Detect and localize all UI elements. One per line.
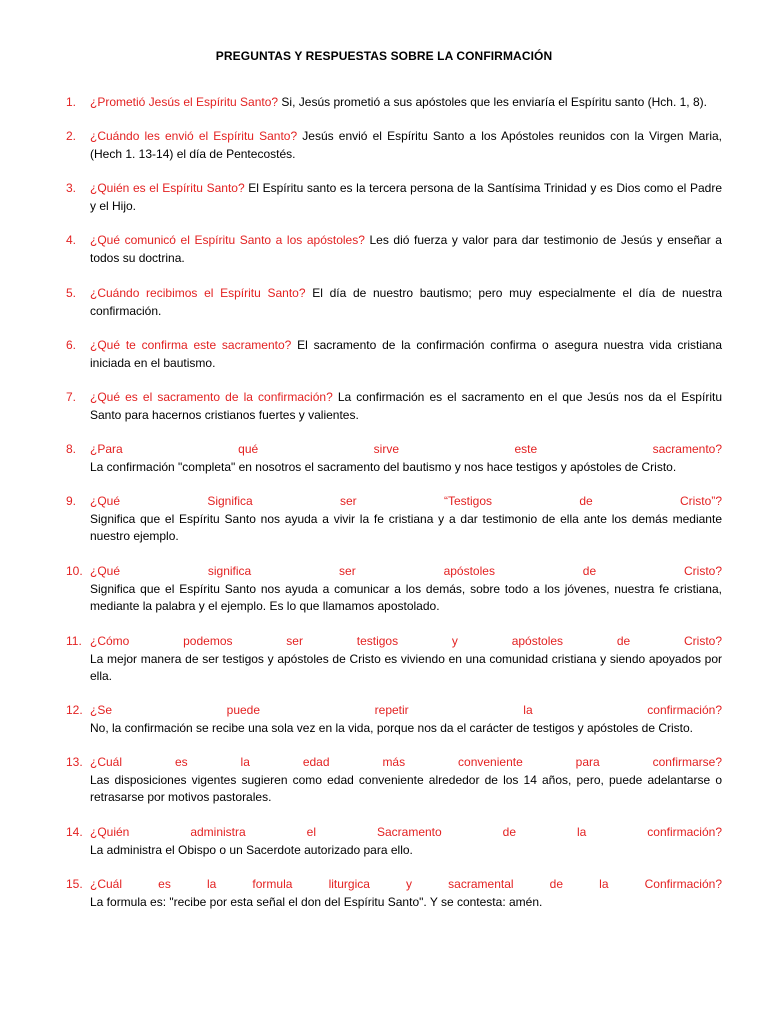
qa-question: ¿Para qué sirve este sacramento? (90, 442, 722, 456)
qa-number: 14. (66, 825, 83, 839)
qa-body (90, 702, 722, 737)
qa-item-6 (66, 337, 722, 372)
qa-answer: Si, Jesús prometió a sus apóstoles que les enviaría el Espíritu santo (Hch. 1, 8). (278, 95, 707, 109)
qa-answer: La mejor manera de ser testigos y apóstoles de Cristo es viviendo en una comunidad cristiana y siendo apoyados por ella. (90, 651, 722, 683)
qa-body (90, 232, 722, 267)
qa-item-13 (66, 754, 722, 807)
qa-body (90, 876, 722, 911)
qa-answer: Les dió fuerza y valor para dar testimonio de Jesús y enseñar a todos su doctrina. (90, 233, 722, 265)
qa-number: 13. (66, 755, 83, 769)
qa-answer: Jesús envió el Espíritu Santo a los Apóstoles reunidos con la Virgen Maria, (Hech 1. 13-14) el día de Pentecostés. (90, 129, 722, 161)
qa-question: ¿Cuándo recibimos el Espíritu Santo? (90, 286, 306, 300)
qa-answer: La administra el Obispo o un Sacerdote autorizado para ello. (90, 842, 413, 857)
qa-number: 15. (66, 877, 83, 891)
qa-item-15 (66, 876, 722, 911)
qa-body (90, 128, 722, 163)
qa-question: ¿Qué significa ser apóstoles de Cristo? (90, 564, 722, 578)
qa-number: 11. (66, 634, 82, 648)
qa-body (90, 94, 722, 112)
qa-body (90, 754, 722, 807)
qa-body (90, 180, 722, 215)
qa-body (90, 633, 722, 686)
qa-item-3 (66, 180, 722, 215)
qa-answer: Las disposiciones vigentes sugieren como edad conveniente alrededor de los 14 años, pero, puede adelantarse o retrasarse por motivos pastorales. (90, 772, 722, 804)
qa-item-8 (66, 441, 722, 476)
qa-answer: El día de nuestro bautismo; pero muy especialmente el día de nuestra confirmación. (90, 286, 723, 318)
qa-question: ¿Prometió Jesús el Espíritu Santo? (90, 95, 279, 109)
qa-body (90, 441, 722, 476)
qa-number: 8. (66, 442, 77, 456)
qa-answer: Significa que el Espíritu Santo nos ayuda a vivir la fe cristiana y a dar testimonio de ella ante los demás mediante nuestro ejemplo. (90, 511, 722, 543)
qa-number: 9. (66, 494, 77, 508)
qa-body (90, 389, 722, 424)
qa-question: ¿Qué Significa ser “Testigos de Cristo”? (90, 494, 722, 508)
qa-number: 6. (66, 338, 77, 352)
qa-number: 4. (66, 233, 77, 247)
qa-number: 1. (66, 95, 77, 109)
qa-item-2 (66, 128, 722, 163)
qa-body (90, 824, 722, 859)
qa-question: ¿Quién es el Espíritu Santo? (90, 181, 245, 195)
qa-item-7 (66, 389, 722, 424)
qa-body (90, 493, 722, 546)
qa-item-14 (66, 824, 722, 859)
qa-body (90, 337, 722, 372)
qa-item-5 (66, 285, 722, 320)
qa-item-4 (66, 232, 722, 267)
qa-item-10 (66, 563, 722, 616)
qa-item-12 (66, 702, 722, 737)
qa-item-9 (66, 493, 722, 546)
qa-question: ¿Qué es el sacramento de la confirmación? (90, 390, 333, 404)
qa-number: 2. (66, 129, 77, 143)
qa-answer: No, la confirmación se recibe una sola vez en la vida, porque nos da el carácter de testigos y apóstoles de Cristo. (90, 720, 693, 735)
qa-number: 5. (66, 286, 77, 300)
qa-body (90, 563, 722, 616)
qa-number: 7. (66, 390, 77, 404)
qa-item-1 (66, 94, 722, 112)
qa-question: ¿Cuándo les envió el Espíritu Santo? (90, 129, 298, 143)
qa-answer: La confirmación es el sacramento en el que Jesús nos da el Espíritu Santo para hacernos cristianos fuertes y valientes. (90, 390, 722, 422)
qa-answer: La formula es: "recibe por esta señal el don del Espíritu Santo". Y se contesta: amén. (90, 894, 543, 909)
qa-answer: El sacramento de la confirmación confirma o asegura nuestra vida cristiana iniciada en el bautismo. (90, 338, 723, 370)
document-title: PREGUNTAS Y RESPUESTAS SOBRE LA CONFIRMACIÓN (215, 49, 553, 63)
qa-question: ¿Se puede repetir la confirmación? (90, 703, 722, 717)
qa-question: ¿Quién administra el Sacramento de la confirmación? (90, 825, 722, 839)
qa-answer: Significa que el Espíritu Santo nos ayuda a comunicar a los demás, sobre todo a los jóvenes, nuestra fe cristiana, mediante la palabra y el ejemplo. Es lo que llamamos apostolado. (90, 581, 722, 613)
qa-answer: El Espíritu santo es la tercera persona de la Santísima Trinidad y es Dios como el Padre y el Hijo. (90, 181, 722, 213)
qa-answer: La confirmación "completa" en nosotros el sacramento del bautismo y nos hace testigos y apóstoles de Cristo. (90, 459, 677, 474)
qa-item-11 (66, 633, 722, 686)
qa-question: ¿Cuál es la formula liturgica y sacramental de la Confirmación? (90, 877, 722, 891)
qa-question: ¿Qué te confirma este sacramento? (90, 338, 292, 352)
qa-number: 12. (66, 703, 83, 717)
qa-question: ¿Cuál es la edad más conveniente para confirmarse? (90, 755, 722, 769)
qa-question: ¿Cómo podemos ser testigos y apóstoles de Cristo? (90, 634, 722, 648)
qa-body (90, 285, 722, 320)
qa-number: 3. (66, 181, 77, 195)
qa-number: 10. (66, 564, 83, 578)
qa-question: ¿Qué comunicó el Espíritu Santo a los apóstoles? (90, 233, 365, 247)
